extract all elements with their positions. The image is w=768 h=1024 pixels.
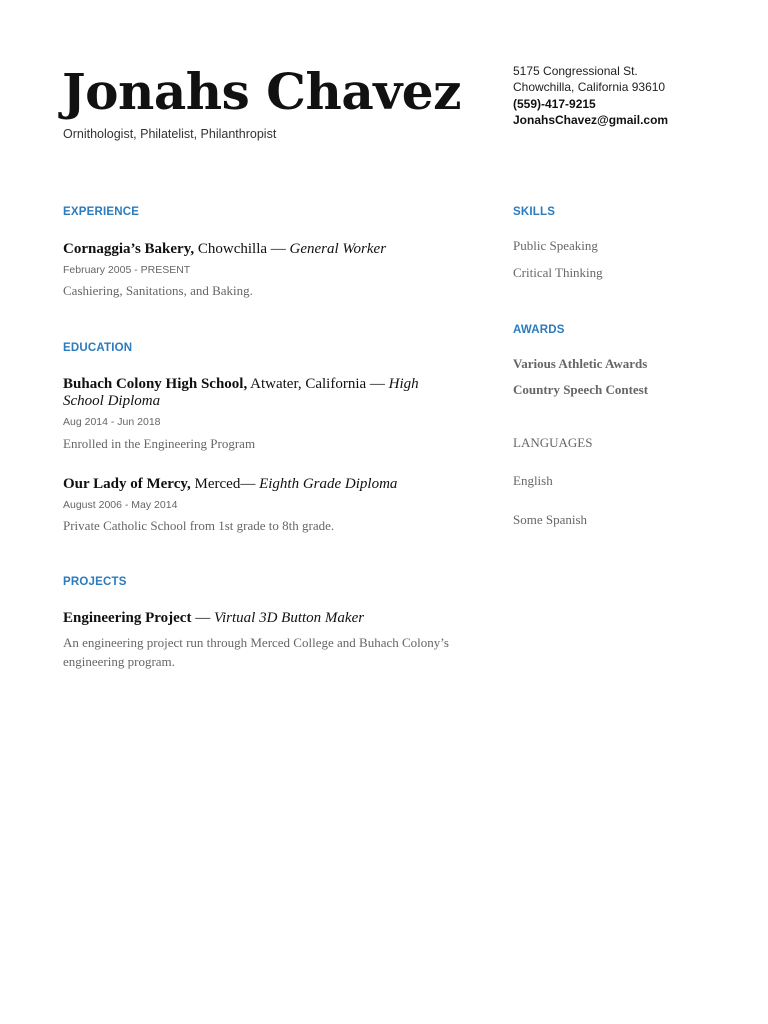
education-desc-2: Private Catholic School from 1st grade to 8th grade.	[63, 518, 335, 533]
education-heading: EDUCATION	[63, 342, 133, 354]
project-separator: —	[191, 610, 214, 626]
education-org-1: Buhach Colony High School,	[63, 376, 248, 392]
language-item: Some Spanish	[513, 512, 588, 527]
experience-org: Cornaggia’s Bakery,	[63, 241, 195, 257]
languages-heading: LANGUAGES	[513, 435, 593, 450]
projects-heading: PROJECTS	[63, 576, 127, 588]
experience-entry-title	[63, 241, 478, 258]
education-dates-1: Aug 2014 - Jun 2018	[63, 416, 161, 428]
skill-item: Public Speaking	[513, 238, 598, 253]
education-desc-1: Enrolled in the Engineering Program	[63, 436, 256, 451]
language-item: English	[513, 473, 553, 488]
experience-heading: EXPERIENCE	[63, 206, 140, 218]
skill-item: Critical Thinking	[513, 265, 603, 280]
contact-block	[513, 63, 668, 128]
contact-phone: (559)-417-9215	[513, 96, 596, 111]
education-location-2: Merced—	[190, 476, 260, 492]
contact-email: JonahsChavez@gmail.com	[513, 112, 669, 127]
project-name: Engineering Project	[63, 610, 192, 626]
education-org-2: Our Lady of Mercy,	[63, 476, 191, 492]
education-entry-title-2	[63, 476, 478, 493]
project-desc: An engineering project run through Merced College and Buhach Colony’s engineering program.	[63, 635, 449, 669]
experience-desc: Cashiering, Sanitations, and Baking.	[63, 283, 253, 298]
education-location-1: Atwater, California —	[247, 376, 389, 392]
contact-address-line2: Chowchilla, California 93610	[513, 80, 666, 95]
project-entry-title	[63, 610, 478, 627]
award-item: Various Athletic Awards	[513, 356, 648, 371]
contact-address-line1: 5175 Congressional St.	[513, 64, 638, 78]
education-role-1: High School Diploma	[63, 376, 419, 409]
resume-name: Jonahs Chavez	[62, 62, 461, 121]
education-dates-2: August 2006 - May 2014	[63, 499, 178, 511]
education-entry-title-1	[63, 376, 453, 410]
award-item: Country Speech Contest	[513, 382, 649, 397]
education-role-2: Eighth Grade Diploma	[259, 476, 398, 492]
experience-role: General Worker	[289, 241, 387, 257]
resume-tagline: Ornithologist, Philatelist, Philanthropist	[63, 127, 277, 141]
experience-location: Chowchilla —	[194, 241, 290, 257]
skills-heading: SKILLS	[513, 206, 556, 218]
project-role: Virtual 3D Button Maker	[213, 610, 365, 626]
awards-heading: AWARDS	[513, 324, 565, 336]
experience-dates: February 2005 - PRESENT	[63, 264, 191, 276]
